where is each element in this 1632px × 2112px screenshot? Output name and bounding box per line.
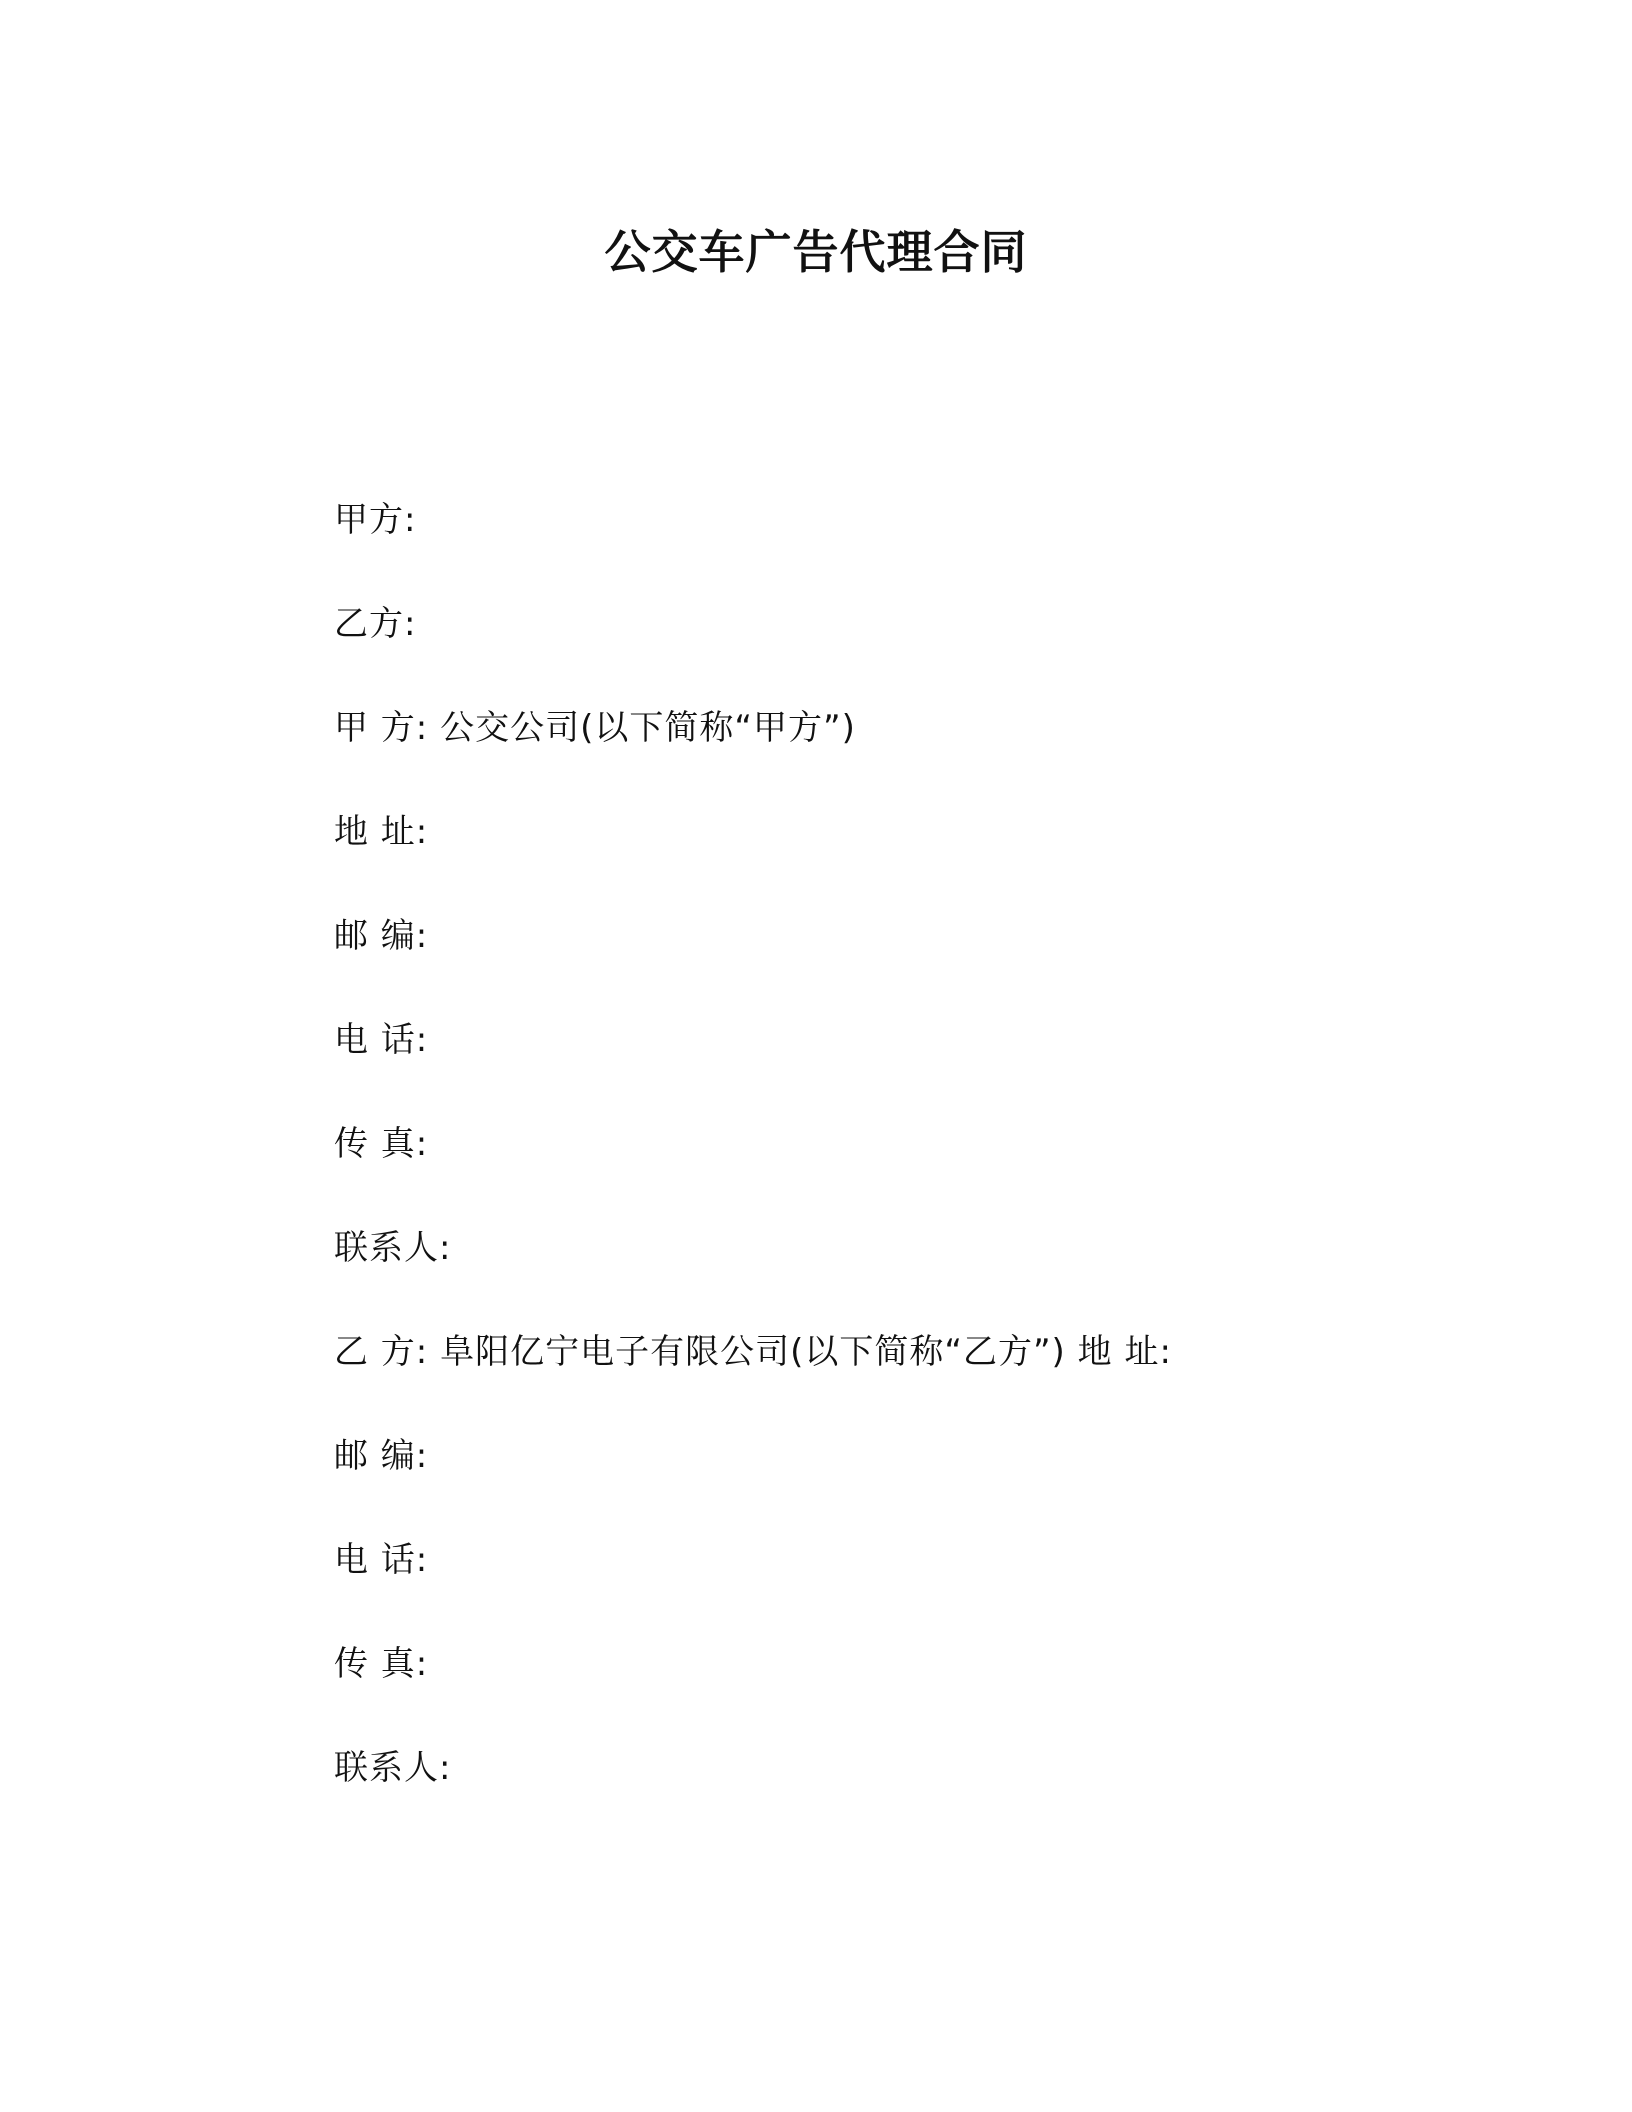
party-a-name: 甲 方: 公交公司(以下简称“甲方”) [334, 708, 856, 748]
party-a-fax: 传 真: [334, 1124, 429, 1164]
party-a-contact: 联系人: [334, 1228, 452, 1268]
party-a-label: 甲方: [334, 500, 417, 540]
party-a-postcode: 邮 编: [334, 916, 429, 956]
party-b-label: 乙方: [334, 604, 417, 644]
party-a-address: 地 址: [334, 812, 429, 852]
party-b-name-address: 乙 方: 阜阳亿宁电子有限公司(以下简称“乙方”) 地 址: [334, 1332, 1172, 1372]
party-b-fax: 传 真: [334, 1644, 429, 1684]
party-b-postcode: 邮 编: [334, 1436, 429, 1476]
document-title: 公交车广告代理合同 [604, 225, 1028, 279]
contract-party-info [334, 492, 1334, 1844]
party-b-contact: 联系人: [334, 1748, 452, 1788]
party-b-phone: 电 话: [334, 1540, 429, 1580]
party-a-phone: 电 话: [334, 1020, 429, 1060]
